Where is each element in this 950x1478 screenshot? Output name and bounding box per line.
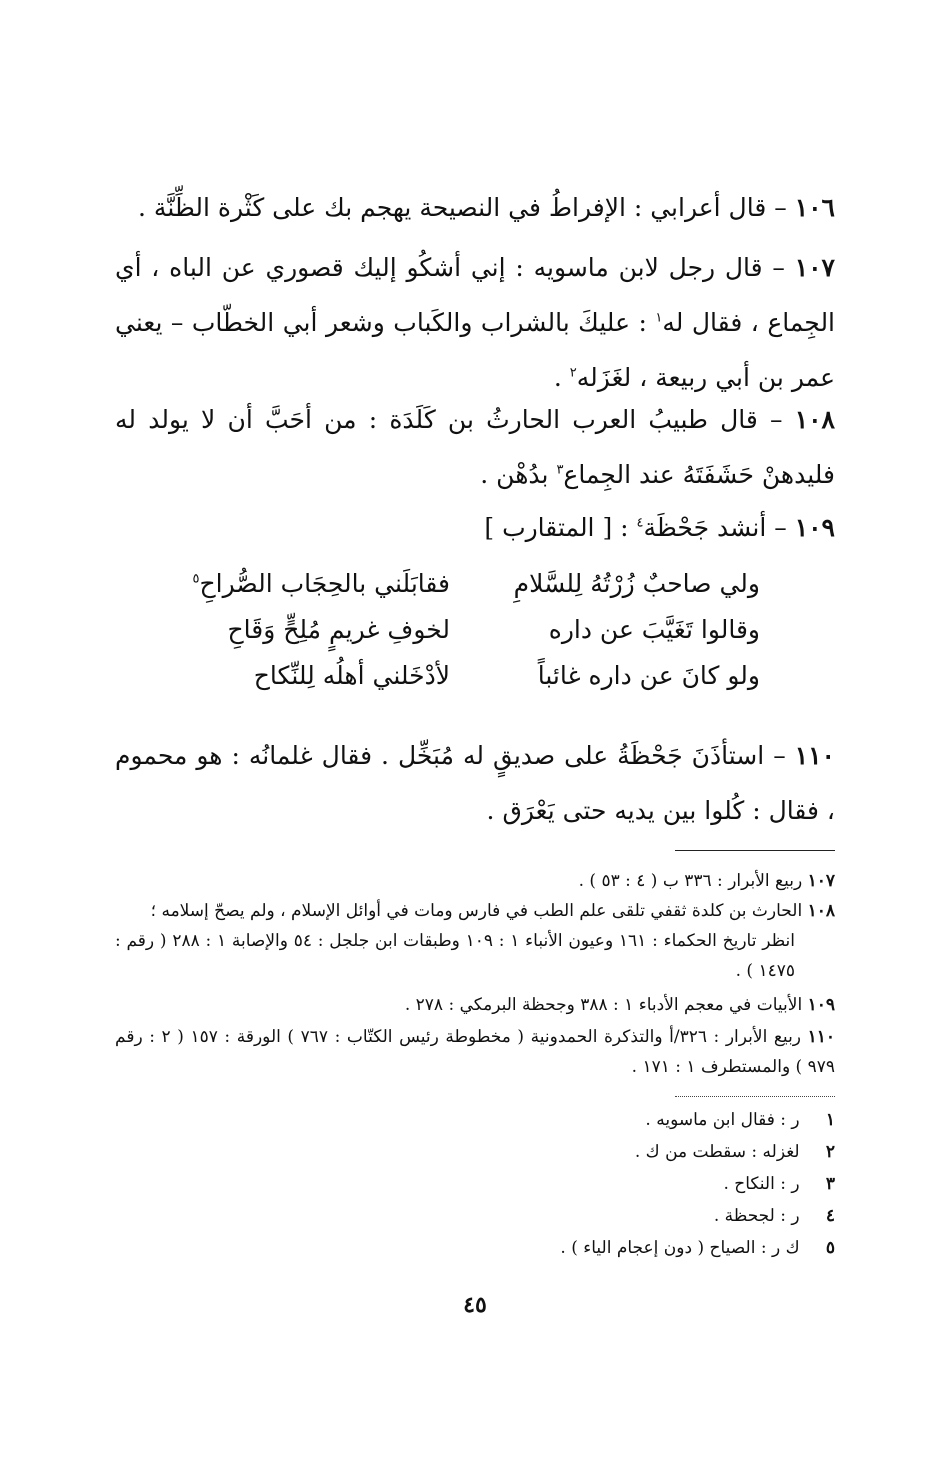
footnote-ref[interactable]: ٥: [192, 571, 200, 587]
paragraph-text-cont: : عليكَ بالشراب والكَباب وشعر أبي الخطّاب – يعني عمر بن أبي ربيعة ، لغَزَله: [115, 308, 835, 392]
footnote-number: ٣: [825, 1174, 835, 1194]
source-note-number: ١١٠: [807, 1027, 835, 1047]
footnote: [235, 1232, 835, 1265]
footnote-text: ر : فقال ابن ماسويه .: [645, 1110, 800, 1130]
source-note-number: ١٠٩: [807, 995, 835, 1015]
source-note-text: ربيع الأبرار : ٣٢٦/أ والتذكرة الحمدونية ( مخطوطة رئيس الكتّاب : ٧٦٧ ) الورقة : ١٥٧ ( ٢ : رقم ٩٧٩ ) والمستطرف ١ : ١٧١ .: [115, 1027, 835, 1077]
footnote: [235, 1104, 835, 1137]
verse-line: [190, 652, 760, 700]
verse-first-hemistich: وقالوا تَغَيَّبَ عن داره: [548, 615, 760, 644]
footnote-text: ر : لجحظة .: [713, 1206, 800, 1226]
footnote-number: ٤: [825, 1206, 835, 1226]
source-note: [115, 1022, 835, 1082]
source-note-text: الأبيات في معجم الأدباء ١ : ٣٨٨ وجحظة البرمكي : ٢٧٨ .: [404, 995, 803, 1015]
meter-label: : [ المتقارب ]: [484, 513, 629, 542]
verse-second-hemistich: لأدْخَلني أهلُه لِلنِّكاح: [253, 661, 450, 690]
footnote-number: ٢: [825, 1142, 835, 1162]
notes-divider: [675, 850, 835, 851]
source-note-number: ١٠٧: [807, 871, 835, 891]
footnote: [235, 1136, 835, 1169]
paragraph-number: ١١٠: [794, 741, 835, 770]
footnote-number: ٥: [825, 1238, 835, 1258]
paragraph-text: – أنشد جَحْظَة: [643, 513, 787, 542]
footnote: [235, 1168, 835, 1201]
paragraph-text: – قال أعرابي : الإفراطُ في النصيحة يهجم بك على كَثْرة الظِّنَّة .: [138, 193, 787, 222]
paragraph-number: ١٠٧: [794, 253, 835, 282]
source-note: [115, 990, 835, 1020]
footnote-text: لغزله : سقطت من ك .: [634, 1142, 800, 1162]
paragraph-107: [115, 240, 835, 405]
source-note-number: ١٠٨: [807, 901, 835, 921]
footnote-number: ١: [825, 1110, 835, 1130]
verse-second-text: فقابَلَني بالحِجَاب الصُّراحِ: [199, 569, 450, 598]
source-note-text: ربيع الأبرار : ٣٣٦ ب ( ٤ : ٥٣ ) .: [578, 871, 803, 891]
footnote-text: ر : النكاح .: [723, 1174, 800, 1194]
verse-first-hemistich: ولي صاحبٌ زُرْتُهُ لِلسَّلامِ: [513, 569, 760, 598]
footnote-ref[interactable]: ٤: [636, 515, 644, 531]
paragraph-text: – قال رجل لابن ماسويه : إني أشكُو إليك قصوري عن الباه ، أي الجِماع ، فقال له: [115, 253, 836, 337]
verse-second-hemistich: [190, 560, 450, 608]
paragraph-number: ١٠٨: [794, 405, 835, 434]
verse-second-hemistich: لخوفِ غريمٍ مُلِحٍّ وَقَاحِ: [227, 615, 450, 644]
verse-line: [190, 560, 760, 608]
source-note-text: الحارث بن كلدة ثقفي تلقى علم الطب في فارس ومات في أوائل الإسلام ، ولم يصحّ إسلامه ؛: [150, 901, 803, 921]
paragraph-109: [115, 500, 835, 555]
source-note: [115, 866, 835, 896]
source-note: [115, 896, 835, 926]
paragraph-106: [115, 180, 835, 235]
paragraph-110: [115, 728, 835, 838]
paragraph-text: – قال طبيبُ العرب الحارثُ بن كَلَدَة : من أحَبَّ أن لا يولد له فليدهنْ حَشَفَتَهُ عند الجِماع: [115, 405, 835, 489]
paragraph-text-end: .: [553, 363, 562, 392]
paragraph-text: – استأذَنَ جَحْظَةُ على صديقٍ له مُبَخِّل . فقال غلمانُه : هو محموم ، فقال : كُلوا بين يديه حتى يَعْرَق .: [115, 741, 835, 825]
verse-first-hemistich: ولو كانَ عن داره غائباً: [537, 661, 760, 690]
source-note-continuation: [115, 926, 795, 986]
footnote-ref[interactable]: ٢: [569, 365, 577, 381]
paragraph-text-end: بدُهْن .: [480, 460, 549, 489]
verse-line: [190, 606, 760, 654]
paragraph-number: ١٠٩: [794, 513, 835, 542]
source-note-text: انظر تاريخ الحكماء : ١٦١ وعيون الأنباء ١ : ١٠٩ وطبقات ابن جلجل : ٥٤ والإصابة ١ : ٢٨٨ ( رقم : ١٤٧٥ ) .: [115, 931, 795, 981]
paragraph-number: ١٠٦: [794, 193, 835, 222]
paragraph-108: [115, 392, 835, 502]
footnote: [235, 1200, 835, 1233]
footnote-ref[interactable]: ٣: [556, 462, 564, 478]
footnote-ref[interactable]: ١: [655, 310, 663, 326]
footnotes-divider: [675, 1096, 835, 1097]
footnote-text: ك ر : الصياح ( دون إعجام الياء ) .: [560, 1238, 800, 1258]
page-number: ٤٥: [463, 1292, 487, 1318]
